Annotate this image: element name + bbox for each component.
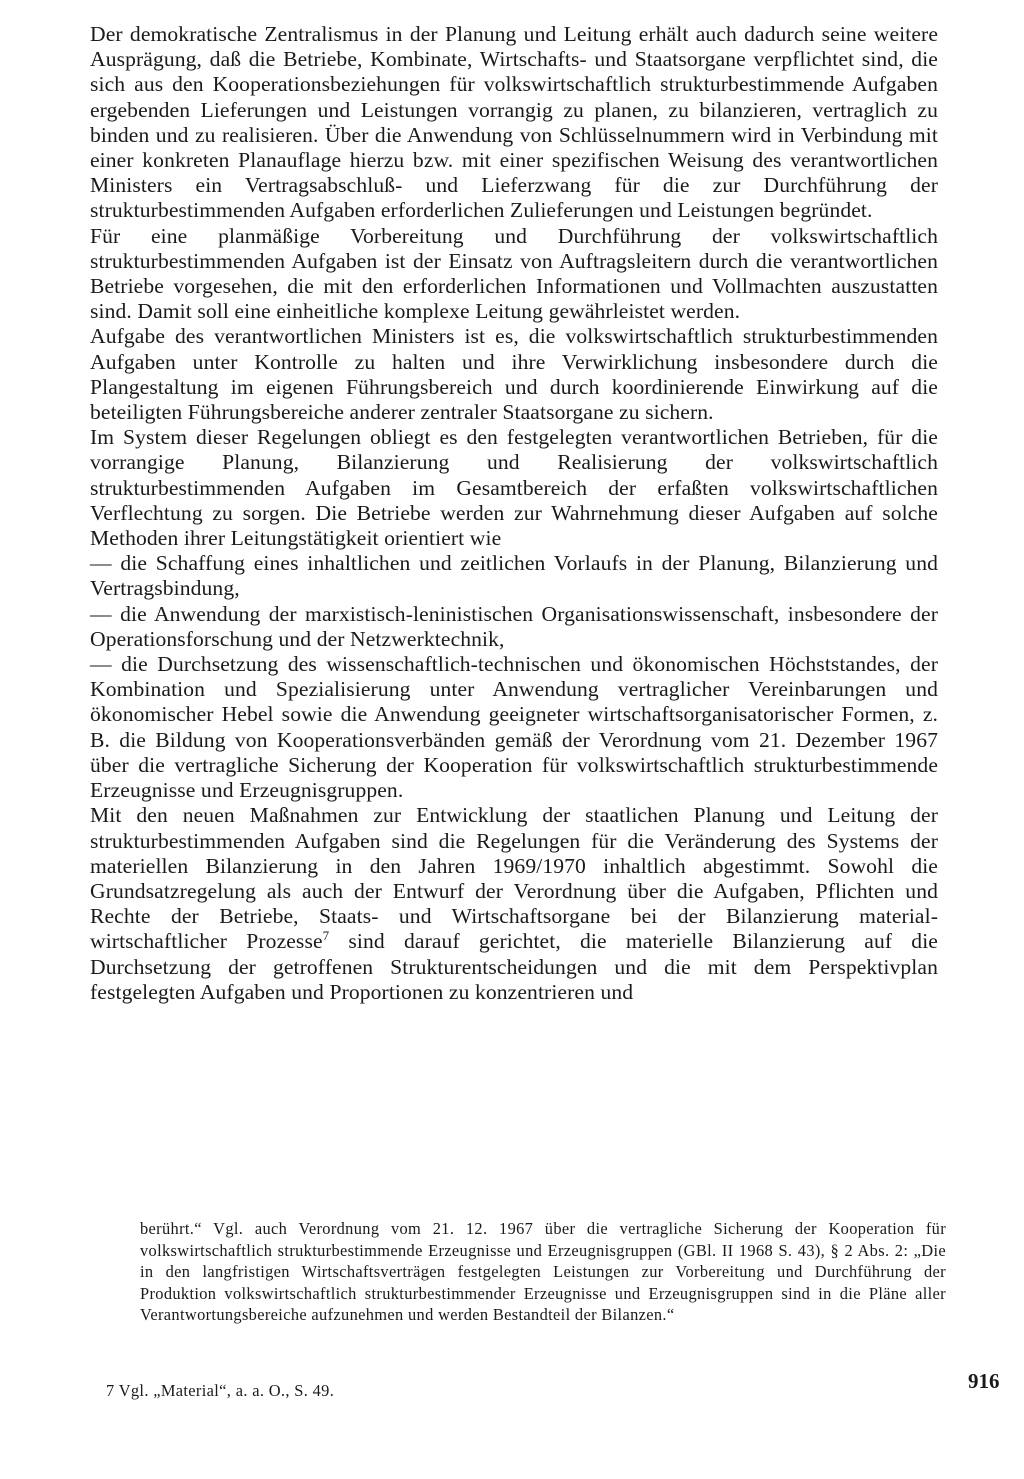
list-item: — die Anwendung der marxistisch-leninistischen Organisationswissenschaft, insbesondere der Operationsforschung und der Netzwerktechnik,: [90, 601, 938, 651]
footnote-block: [140, 1218, 946, 1326]
paragraph-4: Im System dieser Regelungen obliegt es den festgelegten verantwortlichen Betrieben, für die vorrangige Planung, Bilanzierung und Realisierung der volkswirtschaftlich strukturbestimmenden Aufgaben im Gesamtbereich der erfaßten volkswirtschaftlichen Verflechtung zu sorgen. Die Betriebe werden zur Wahrnehmung dieser Aufgaben auf solche Methoden ihrer Leitungstätigkeit orientiert wie: [90, 425, 938, 551]
paragraph-1: Der demokratische Zentralismus in der Planung und Leitung erhält auch dadurch seine weitere Ausprägung, daß die Betriebe, Kombinate, Wirtschafts- und Staatsorgane verpflichtet sind, die sich aus den Kooperationsbeziehungen für volkswirtschaftlich strukturbestimmende Aufgaben ergebenden Lieferungen und Leistungen vorrangig zu planen, zu bilanzieren, vertraglich zu binden und zu realisieren. Über die Anwendung von Schlüsselnummern wird in Verbindung mit einer konkreten Planauflage hierzu bzw. mit einer spezifischen Weisung des verantwortlichen Ministers ein Vertragsabschluß- und Lieferzwang für die zur Durchführung der strukturbestimmenden Aufgaben erforderlichen Zulieferungen und Leistungen begründet.: [90, 22, 938, 223]
page-number: 916: [968, 1369, 1000, 1393]
footnote-continuation: berührt.“ Vgl. auch Verordnung vom 21. 12. 1967 über die vertragliche Sicherung der Kooperation für volkswirtschaftlich strukturbestimmende Erzeugnisse und Erzeugnisgruppen (GBl. II 1968 S. 43), § 2 Abs. 2: „Die in den langfristigen Wirtschaftsverträgen festgelegten Leistungen zur Vorbereitung und Durchführung der Produktion volkswirtschaftlich strukturbestimmender Erzeugnisse und Erzeugnisgruppen sind in die Pläne aller Verantwortungsbereiche aufzunehmen und werden Bestandteil der Bilanzen.“: [140, 1219, 946, 1324]
paragraph-2: Für eine planmäßige Vorbereitung und Durchführung der volkswirtschaftlich strukturbestimmenden Aufgaben ist der Einsatz von Auftragsleitern durch die verantwortlichen Betriebe vorgesehen, die mit den erforderlichen Informationen und Vollmachten auszustatten sind. Damit soll eine einheitliche komplexe Leitung gewährleistet werden.: [90, 223, 938, 324]
main-text: [90, 22, 938, 1005]
footnote-7: 7 Vgl. „Material“, a. a. O., S. 49.: [106, 1381, 335, 1400]
list-item: — die Durchsetzung des wissenschaftlich-technischen und ökonomischen Höchststandes, der Kombination und Spezialisierung unter Anwendung vertraglicher Vereinbarungen und ökonomischer Hebel sowie die Anwendung geeigneter wirtschaftsorganisatorischer Formen, z. B. die Bildung von Kooperationsverbänden gemäß der Verordnung vom 21. Dezember 1967 über die vertragliche Sicherung der Kooperation für volkswirtschaftlich strukturbestimmende Erzeugnisse und Erzeugnisgruppen.: [90, 652, 938, 803]
paragraph-5-text-end: sind darauf gerichtet, die materielle Bilanzierung auf die Durchsetzung der getroffenen Strukturentscheidungen und die mit dem Perspektivplan festgelegten Aufgaben und Proportionen zu konzentrieren und: [90, 929, 938, 1004]
paragraph-3: Aufgabe des verantwortlichen Ministers ist es, die volkswirtschaftlich strukturbestimmenden Aufgaben unter Kontrolle zu halten und ihre Verwirklichung insbesondere durch die Plangestaltung im eigenen Führungsbereich und durch koordinierende Einwirkung auf die beteiligten Führungsbereiche anderer zentraler Staatsorgane zu sichern.: [90, 324, 938, 425]
footnote-reference: 7: [322, 928, 330, 944]
paragraph-5: [90, 803, 938, 1005]
list-item: — die Schaffung eines inhaltlichen und zeitlichen Vorlaufs in der Planung, Bilanzierung und Vertragsbindung,: [90, 551, 938, 601]
paragraph-5-text: Mit den neuen Maßnahmen zur Entwicklung der staatlichen Planung und Leitung der strukturbestimmenden Aufgaben sind die Regelungen für die Veränderung des Systems der materiellen Bilanzierung in den Jahren 1969/1970 inhaltlich abgestimmt. Sowohl die Grundsatzregelung als auch der Entwurf der Verordnung über die Aufgaben, Pflichten und Rechte der Betriebe, Staats- und Wirtschaftsorgane bei der Bilanzierung material-wirtschaftlicher Prozesse: [90, 803, 938, 954]
